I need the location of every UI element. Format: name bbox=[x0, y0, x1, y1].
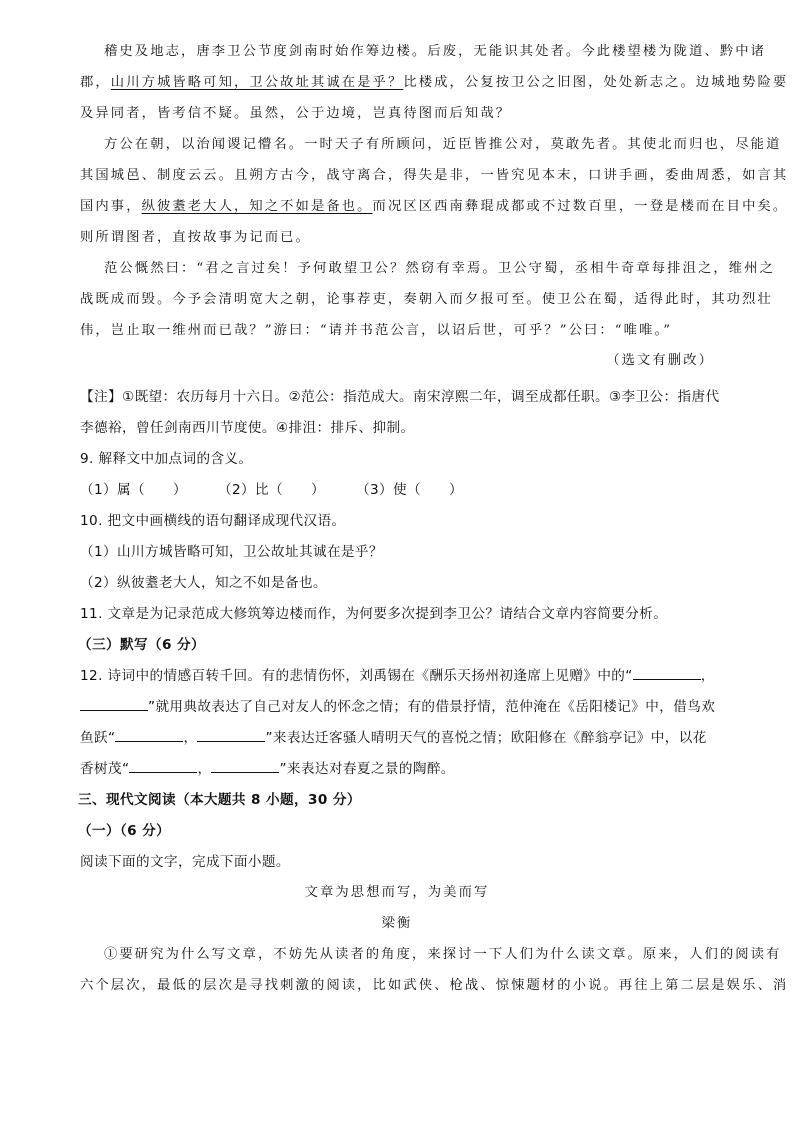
answer-blank-1[interactable] bbox=[633, 667, 701, 680]
question-12-line3 bbox=[80, 726, 707, 746]
notes-line1: 【注】①既望：农历每月十六日。②范公：指范成大。南宋淳熙二年，调至成都任职。③李卫公：指唐代 bbox=[80, 389, 720, 405]
question-9-title: 9. 解释文中加点词的含义。 bbox=[80, 451, 253, 467]
passage-p2-line3 bbox=[80, 195, 788, 214]
passage-p1-line2-end: 比楼成，公复按卫公之旧图，处处新志之。边城地势险要 bbox=[403, 75, 789, 90]
passage-p3-line2: 战既成而毁。今予会清明宽大之朝，论事荐吏，奏朝入而夕报可至。使卫公在蜀，适得此时，其功烈壮 bbox=[80, 292, 773, 307]
part-heading-modern-reading: 三、现代文阅读（本大题共 8 小题，30 分） bbox=[78, 792, 361, 808]
article-line1: ①要研究为什么写文章，不妨先从读者的角度，来探讨一下人们为什么读文章。原来，人们的阅读有 bbox=[104, 947, 782, 962]
article-line2: 六个层次，最低的层次是寻找刺激的阅读，比如武侠、枪战、惊悚题材的小说。再往上第二层是娱乐、消 bbox=[80, 978, 789, 993]
passage-p2-line3-start: 国内事， bbox=[80, 199, 142, 214]
question-12-line4 bbox=[80, 757, 455, 777]
passage-p2-line3-end: 而况区区西南彝琨成都或不过数百里，一登是楼而在目中矣。 bbox=[372, 199, 789, 214]
answer-blank-4[interactable] bbox=[197, 729, 265, 742]
passage-p3-line3: 伟，岂止取一维州而已哉？”游曰：“请并书范公言，以诏后世，可乎？”公曰：“唯唯。” bbox=[80, 323, 673, 338]
question-12-line3-start: 鱼跃“ bbox=[80, 730, 116, 746]
answer-blank-2[interactable] bbox=[80, 698, 148, 711]
section-heading-dictation: （三）默写（6 分） bbox=[78, 637, 205, 653]
subsection-heading-1: （一）（6 分） bbox=[78, 823, 171, 839]
passage-p1-line2 bbox=[80, 71, 788, 90]
article-title: 文章为思想而写，为美而写 bbox=[304, 885, 490, 900]
passage-p2-line2: 其国城邑、制度云云。且朔方古今，战守离合，得失是非，一皆究见本末，口讲手画，委曲周悉，如言其 bbox=[80, 168, 789, 183]
passage-p2-line4: 则所谓图者，直按故事为记而已。 bbox=[80, 230, 311, 245]
answer-blank-5[interactable] bbox=[129, 760, 197, 773]
question-11-title: 11. 文章是为记录范成大修筑筹边楼而作，为何要多次提到李卫公？请结合文章内容简要分析。 bbox=[80, 606, 668, 622]
question-12-line2 bbox=[80, 695, 715, 715]
question-12-line1-end: ， bbox=[700, 668, 715, 684]
question-12-line1 bbox=[80, 664, 715, 684]
question-9-item-2: （2）比（ ） bbox=[218, 482, 326, 498]
underlined-sentence-1: 山川方城皆略可知，卫公故址其诚在是乎？ bbox=[110, 75, 404, 90]
question-10-item-2: （2）纵彼耋老大人，知之不如是备也。 bbox=[80, 575, 327, 591]
question-12-line4-end: ”来表达对春夏之景的陶醉。 bbox=[279, 761, 455, 777]
source-note: （选文有删改） bbox=[606, 353, 714, 368]
question-9-item-3: （3）使（ ） bbox=[356, 482, 464, 498]
question-12-line1-text: 12. 诗词中的情感百转千回。有的悲情伤怀，刘禹锡在《酬乐天扬州初逢席上见赠》中的“ bbox=[80, 668, 633, 684]
answer-blank-6[interactable] bbox=[211, 760, 279, 773]
passage-p1-line1: 稽史及地志，唐李卫公节度剑南时始作筹边楼。后废，无能识其处者。今此楼望楼为陇道、黔中诸 bbox=[104, 44, 767, 59]
question-12-line4-start: 香树茂“ bbox=[80, 761, 130, 777]
question-9-item-1: （1）属（ ） bbox=[80, 482, 188, 498]
question-10-item-1: （1）山川方城皆略可知，卫公故址其诚在是乎？ bbox=[80, 544, 383, 560]
question-12-line3-sep: ， bbox=[183, 730, 198, 746]
question-12-line3-end: ”来表达迁客骚人晴明天气的喜悦之情；欧阳修在《醉翁亭记》中，以花 bbox=[265, 730, 707, 746]
answer-blank-3[interactable] bbox=[115, 729, 183, 742]
notes-line2: 李德裕，曾任剑南西川节度使。④排沮：排斥、抑制。 bbox=[80, 420, 415, 436]
passage-p3-line1: 范公慨然曰：“君之言过矣！予何敢望卫公？然窃有幸焉。卫公守蜀，丞相牛奇章每排沮之，维州之 bbox=[104, 261, 775, 276]
underlined-sentence-2: 纵彼耋老大人，知之不如是备也。 bbox=[141, 199, 373, 214]
passage-p1-line3: 及异同者，皆考信不疑。虽然，公于边境，岂真待图而后知哉？ bbox=[80, 106, 512, 121]
passage-p2-line1: 方公在朝，以治闻谡记懵名。一时天子有所顾问，近臣皆推公对，莫敢先者。其使北而归也，尽能道 bbox=[104, 137, 782, 152]
question-12-line4-sep: ， bbox=[197, 761, 212, 777]
question-10-title: 10. 把文中画横线的语句翻译成现代汉语。 bbox=[80, 513, 346, 529]
passage-p1-line2-start: 郡， bbox=[80, 75, 111, 90]
question-12-line2-text: ”就用典故表达了自己对友人的怀念之情；有的借景抒情，范仲淹在《岳阳楼记》中，借鸟欢 bbox=[148, 699, 716, 715]
article-author: 梁衡 bbox=[381, 916, 413, 931]
reading-instruction: 阅读下面的文字，完成下面小题。 bbox=[80, 854, 290, 870]
